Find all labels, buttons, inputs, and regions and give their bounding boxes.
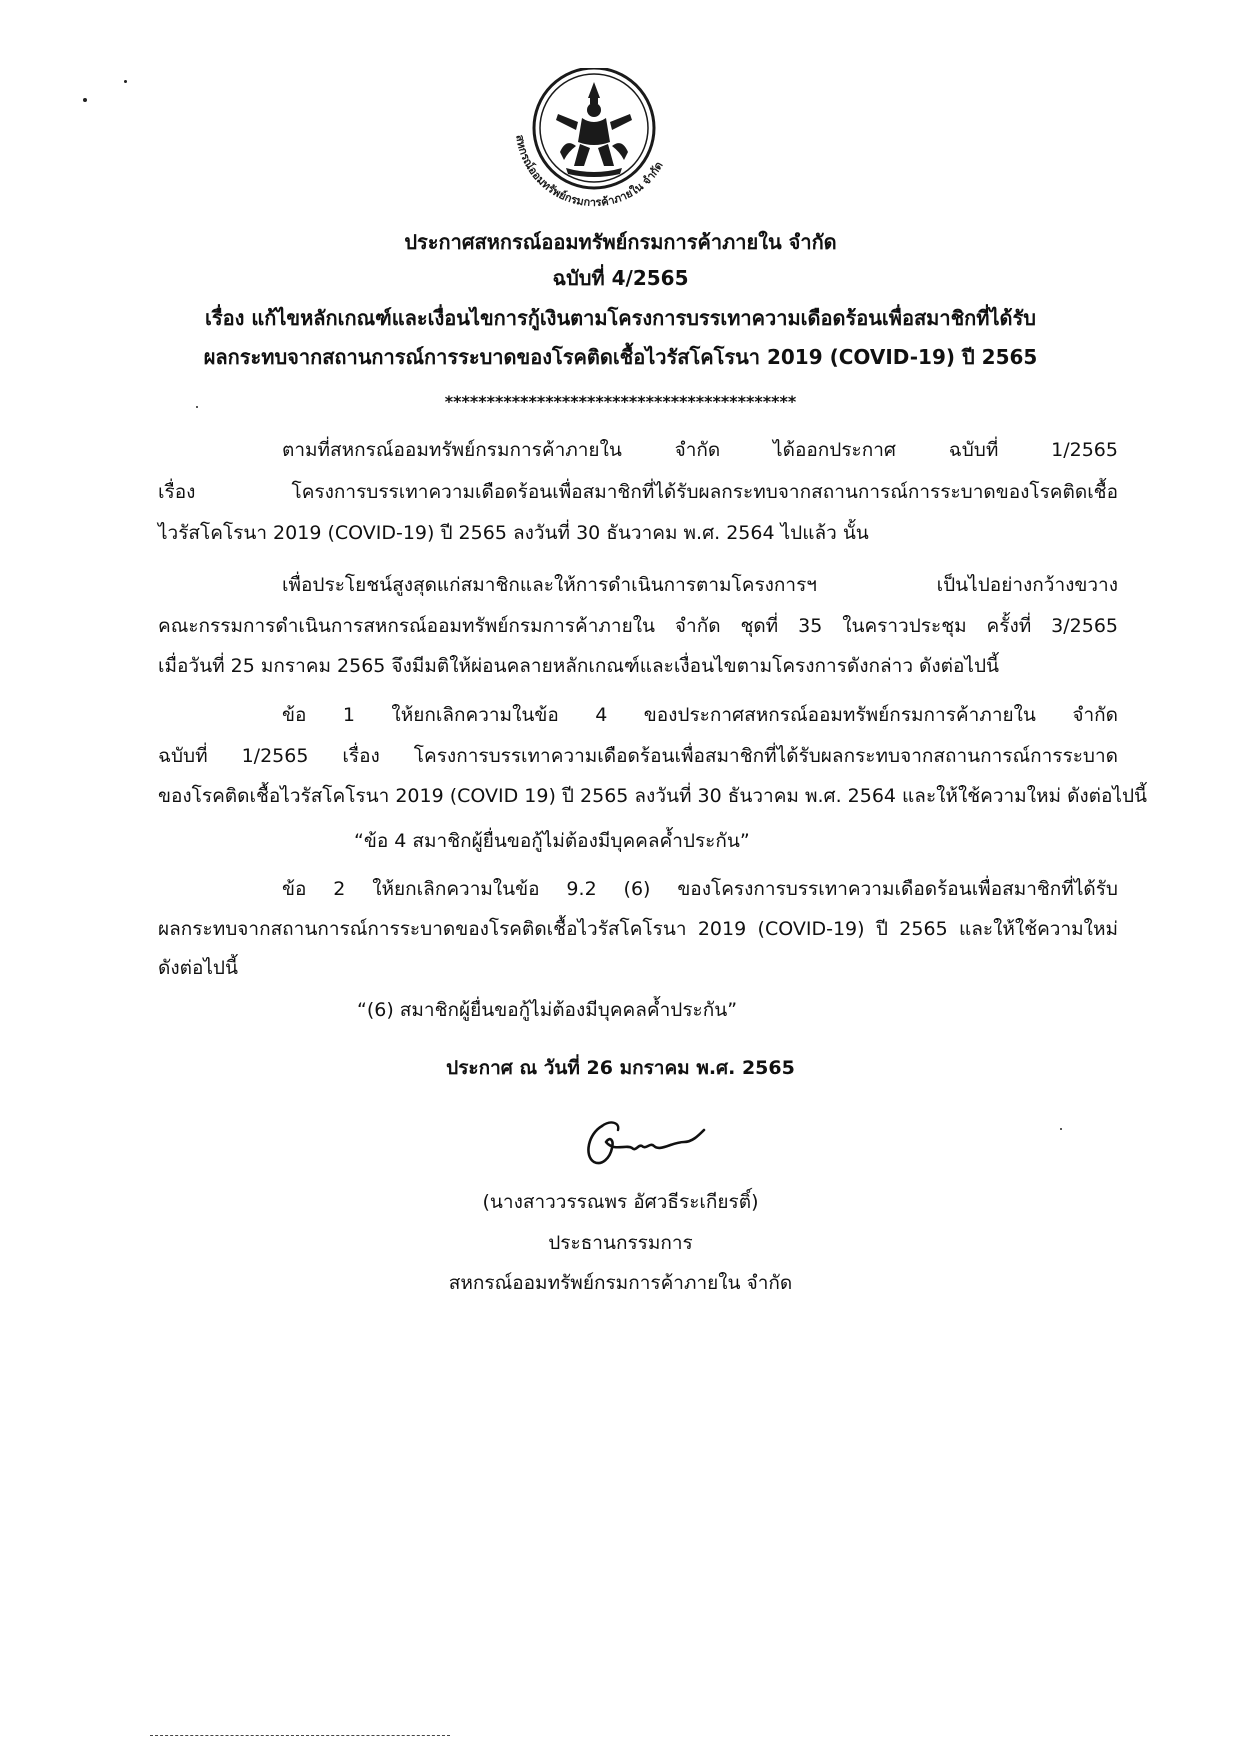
announcement-subject-line-1: เรื่อง แก้ไขหลักเกณฑ์และเงื่อนไขการกู้เงินตามโครงการบรรเทาความเดือดร้อนเพื่อสมาชิกที่ได้รับ [205, 306, 1036, 330]
paragraph-2-line-1: เพื่อประโยชน์สูงสุดแก่สมาชิกและให้การดำเนินการตามโครงการฯ เป็นไปอย่างกว้างขวาง [282, 574, 1118, 596]
paragraph-1-line-2: เรื่อง โครงการบรรเทาความเดือดร้อนเพื่อสมาชิกที่ได้รับผลกระทบจากสถานการณ์การระบาดของโรคติดเชื้อ [158, 481, 1118, 503]
signature-icon [580, 1112, 720, 1174]
clause-1-new-text: “ข้อ 4 สมาชิกผู้ยื่นขอกู้ไม่ต้องมีบุคคลค้ำประกัน” [354, 830, 750, 852]
signatory-organization: สหกรณ์ออมทรัพย์กรมการค้าภายใน จำกัด [448, 1272, 793, 1294]
announcement-issue-number: ฉบับที่ 4/2565 [552, 266, 689, 290]
announcement-date: ประกาศ ณ วันที่ 26 มกราคม พ.ศ. 2565 [446, 1057, 795, 1079]
paragraph-1-line-3: ไวรัสโคโรนา 2019 (COVID-19) ปี 2565 ลงวันที่ 30 ธันวาคม พ.ศ. 2564 ไปแล้ว นั้น [158, 522, 869, 544]
announcement-subject-line-2: ผลกระทบจากสถานการณ์การระบาดของโรคติดเชื้อไวรัสโคโรนา 2019 (COVID-19) ปี 2565 [203, 345, 1038, 369]
signatory-position: ประธานกรรมการ [548, 1232, 693, 1254]
seal-ring-text: สหกรณ์ออมทรัพย์กรมการค้าภายใน จำกัด [513, 133, 666, 210]
paragraph-1-line-1: ตามที่สหกรณ์ออมทรัพย์กรมการค้าภายใน จำกัด ได้ออกประกาศ ฉบับที่ 1/2565 [282, 439, 1118, 461]
clause-2-line-1: ข้อ 2 ให้ยกเลิกความในข้อ 9.2 (6) ของโครงการบรรเทาความเดือดร้อนเพื่อสมาชิกที่ได้รับ [282, 878, 1118, 900]
organization-seal-icon [486, 68, 698, 216]
header-separator: ****************************************** [444, 392, 797, 411]
clause-2-line-3: ดังต่อไปนี้ [158, 957, 238, 979]
clause-2-new-text: “(6) สมาชิกผู้ยื่นขอกู้ไม่ต้องมีบุคคลค้ำประกัน” [357, 999, 738, 1021]
clause-1-line-2: ฉบับที่ 1/2565 เรื่อง โครงการบรรเทาความเดือดร้อนเพื่อสมาชิกที่ได้รับผลกระทบจากสถานการณ์การระบาด [158, 745, 1118, 767]
announcement-title: ประกาศสหกรณ์ออมทรัพย์กรมการค้าภายใน จำกัด [404, 230, 837, 254]
scan-speck [83, 98, 87, 102]
paragraph-2-line-2: คณะกรรมการดำเนินการสหกรณ์ออมทรัพย์กรมการค้าภายใน จำกัด ชุดที่ 35 ในคราวประชุม ครั้งที่ 3/2565 [158, 615, 1118, 637]
signatory-name: (นางสาววรรณพร อัศวธีระเกียรติ์) [482, 1191, 759, 1213]
clause-2-line-2: ผลกระทบจากสถานการณ์การระบาดของโรคติดเชื้อไวรัสโคโรนา 2019 (COVID-19) ปี 2565 และให้ใช้ความใหม่ [158, 918, 1118, 940]
clause-1-line-1: ข้อ 1 ให้ยกเลิกความในข้อ 4 ของประกาศสหกรณ์ออมทรัพย์กรมการค้าภายใน จำกัด [282, 704, 1118, 726]
paragraph-2-line-3: เมื่อวันที่ 25 มกราคม 2565 จึงมีมติให้ผ่อนคลายหลักเกณฑ์และเงื่อนไขตามโครงการดังกล่าว ดังต่อไปนี้ [158, 655, 1000, 677]
clause-1-line-3: ของโรคติดเชื้อไวรัสโคโรนา 2019 (COVID 19) ปี 2565 ลงวันที่ 30 ธันวาคม พ.ศ. 2564 และให้ใช้ความใหม่ ดังต่อไปนี้ [158, 785, 1148, 807]
scan-speck [124, 80, 127, 83]
scan-speck [1060, 1128, 1062, 1130]
footer-scan-edge [150, 1735, 450, 1736]
